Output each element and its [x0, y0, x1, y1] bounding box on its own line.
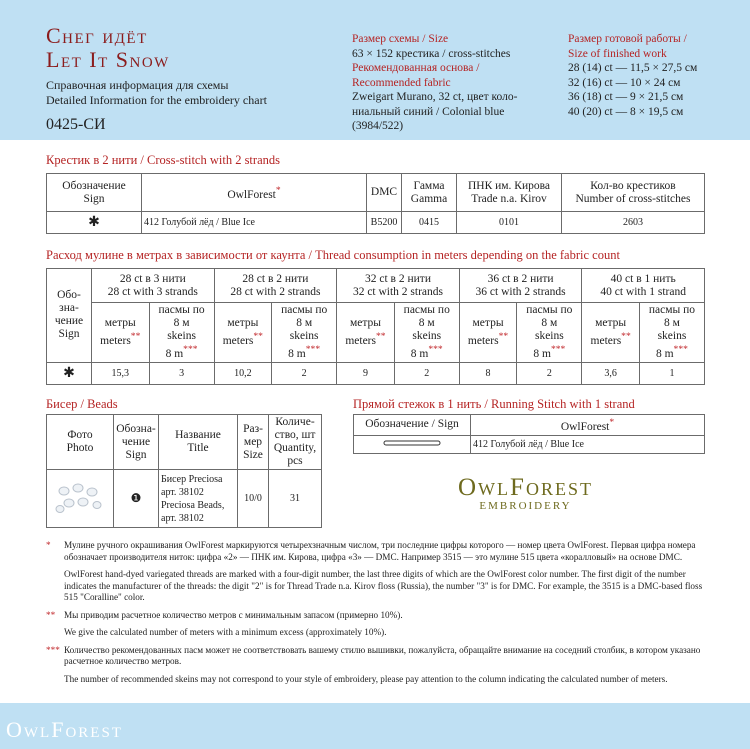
fabric-value-2: ниальный синий / Colonial blue — [352, 105, 505, 118]
skeins-en: skeins — [657, 330, 687, 342]
group-en: 28 ct with 3 strands — [107, 285, 198, 298]
beads-heading: Бисер / Beads — [46, 397, 118, 411]
meters-en: meters — [222, 334, 254, 347]
col-meters — [92, 303, 150, 363]
col-pnk — [457, 174, 562, 212]
skeins-8m: 8 м — [541, 317, 558, 329]
col-name — [159, 415, 238, 470]
col-sign-en: Sign — [83, 192, 105, 205]
size-value: 63 × 152 крестика / cross-stitches — [352, 47, 511, 60]
col-skeins — [394, 303, 459, 363]
cross-stitch-heading: Крестик в 2 нити / Cross-stitch with 2 strands — [46, 153, 280, 167]
footnotes — [46, 540, 706, 691]
bead-photo — [47, 470, 114, 528]
col-meters — [459, 303, 517, 363]
table-header-row — [47, 269, 705, 303]
footnote-mark: ** — [46, 609, 56, 620]
footnote-3-en: The number of recommended skeins may not correspond to your style of embroidery, please pay attention to the column indicating the calculated number of meters. — [64, 673, 668, 684]
size-ru-1: Раз- — [243, 422, 263, 435]
pnk-cell: 0101 — [457, 212, 562, 234]
table-header-row — [47, 415, 322, 470]
footer-logo: OwlForest — [6, 717, 123, 742]
skeins-8m: 8 м — [418, 317, 435, 329]
footnote-mark: *** — [183, 344, 198, 355]
col-photo — [47, 415, 114, 470]
qty-en-1: Quantity, — [273, 442, 317, 454]
meters-ru: метры — [349, 317, 381, 329]
running-stitch-table — [353, 414, 705, 454]
running-sign — [354, 435, 471, 453]
chart-title — [46, 24, 170, 72]
group-28-2 — [214, 269, 337, 303]
meters-cell: 3,6 — [582, 362, 640, 384]
skeins-cell: 2 — [272, 362, 337, 384]
thread-consumption-heading: Расход мулине в метрах в зависимости от каунта / Thread consumption in meters depending on the fabric count — [46, 248, 620, 262]
fabric-label: Рекомендованная основа / — [352, 62, 480, 74]
col-meters — [337, 303, 395, 363]
running-stitch-line-icon — [382, 439, 442, 447]
meters-ru: метры — [472, 317, 504, 329]
bead-name-3: Preciosa Beads, — [161, 499, 225, 511]
footnote-2 — [46, 609, 706, 622]
running-owl: 412 Голубой лёд / Blue Ice — [471, 435, 705, 453]
chart-code: 0425-СИ — [46, 116, 106, 133]
bead-name-2: арт. 38102 — [161, 486, 204, 498]
skeins-en: skeins — [412, 330, 442, 342]
skeins-8m-en: 8 m — [165, 347, 184, 360]
footnote-mark: ** — [498, 331, 509, 342]
owl-cell: 412 Голубой лёд / Blue Ice — [142, 212, 367, 234]
bead-name-1: Бисер Preciosa — [161, 473, 223, 485]
col-size — [238, 415, 269, 470]
logo-subtext: EMBROIDERY — [479, 500, 572, 512]
footnote-mark: ** — [253, 331, 263, 342]
meters-cell: 10,2 — [214, 362, 272, 384]
col-owl-label: OwlForest — [227, 188, 276, 201]
skeins-ru: пасмы по — [526, 304, 573, 316]
skeins-cell: 1 — [639, 362, 704, 384]
fabric-value-3: (3984/522) — [352, 120, 404, 132]
skeins-ru: пасмы по — [403, 304, 450, 316]
col-skeins — [149, 303, 214, 363]
group-40-1 — [582, 269, 705, 303]
col-skeins — [639, 303, 704, 363]
footnote-1-en: OwlForest hand-dyed variegated threads are marked with a four-digit number, the last three digits of which are the OwlForest color number. The first digit of the number indicates the manufacturer of the threads: the digit "2" is for Thread Trade n.a. Kirov floss (Russia), the number "3" is for DMC. For example, the 3515 is a DMC-based floss 515 "Coralline" color. — [64, 569, 703, 602]
col-sign: Обозначение / Sign — [354, 415, 471, 436]
col-meters — [582, 303, 640, 363]
footnote-mark: *** — [428, 344, 443, 355]
table-row — [47, 362, 705, 384]
group-ru: 40 ct в 1 нить — [610, 272, 676, 285]
sign-head-2: зна- — [59, 302, 79, 315]
table-header-row — [354, 415, 705, 436]
bead-photo-image — [52, 479, 108, 515]
footnote-mark: * — [275, 184, 281, 196]
photo-en: Photo — [66, 442, 94, 454]
meters-cell: 8 — [459, 362, 517, 384]
running-stitch-heading: Прямой стежок в 1 нить / Running Stitch with 1 strand — [353, 397, 635, 411]
skeins-8m-en: 8 m — [655, 347, 674, 360]
finished-size-36: 36 (18) ct — 9 × 21,5 см — [568, 91, 684, 103]
group-en: 36 ct with 2 strands — [475, 285, 566, 298]
footnote-3 — [46, 644, 706, 668]
meters-ru: метры — [595, 317, 627, 329]
skeins-8m-en: 8 m — [533, 347, 551, 360]
meters-ru: метры — [227, 317, 259, 329]
col-gamma-en: Gamma — [410, 192, 448, 205]
col-owl-label: OwlForest — [560, 420, 610, 433]
bead-size: 10/0 — [238, 470, 269, 528]
photo-ru: Фото — [67, 429, 93, 441]
group-en: 40 ct with 1 strand — [600, 285, 686, 298]
subheader-row — [47, 303, 705, 363]
footnote-2-ru: Мы приводим расчетное количество метров с минимальным запасом (примерно 10%). — [64, 609, 403, 620]
group-ru: 28 ct в 3 нити — [119, 272, 186, 285]
qty-ru-2: ство, шт — [274, 429, 316, 441]
col-count — [562, 174, 705, 212]
footnote-1 — [46, 540, 706, 563]
subtitle-ru: Справочная информация для схемы — [46, 78, 229, 92]
skeins-8m: 8 м — [173, 317, 190, 329]
sign-ru-2: чение — [121, 435, 151, 448]
table-row — [47, 212, 705, 234]
col-dmc: DMC — [367, 174, 402, 212]
finished-size-28: 28 (14) ct — 11,5 × 27,5 см — [568, 62, 698, 74]
skeins-cell: 2 — [517, 362, 582, 384]
skeins-8m-en: 8 m — [288, 347, 306, 360]
footnote-mark: ** — [375, 331, 386, 342]
owlforest-logo — [458, 474, 593, 512]
skeins-ru: пасмы по — [281, 304, 328, 316]
group-28-3 — [92, 269, 215, 303]
skeins-ru: пасмы по — [158, 304, 205, 316]
col-sign — [47, 269, 92, 363]
skeins-en: skeins — [167, 330, 196, 342]
subtitle-en: Detailed Information for the embroidery chart — [46, 93, 267, 107]
name-en: Title — [187, 442, 209, 454]
meters-en: meters — [100, 334, 131, 347]
meters-en: meters — [467, 334, 499, 347]
col-gamma — [402, 174, 457, 212]
footnote-mark: *** — [550, 344, 566, 355]
sign-cell: ✱ — [47, 212, 142, 234]
sign-head-4: Sign — [58, 328, 80, 341]
finished-label: Размер готовой работы / — [568, 33, 687, 45]
footnote-1-ru: Мулине ручного окрашивания OwlForest маркируются четырехзначным числом, три последние цифры которого — номер цвета OwlForest. Первая цифра номера обозначает производителя ниток: цифра «2» — ПНК им. Кирова, цифра «3» — DMC. Например 3515 — это мулине 515 цвета «коралловый» на основе DMC. — [64, 540, 696, 562]
footnote-3-ru: Количество рекомендованных пасм может не соответствовать вашему стилю вышивки, пожалуйста, обращайте внимание на соседний столбик, в котором указано расчетное количество метров. — [64, 644, 701, 666]
finished-size-info — [568, 32, 738, 119]
skeins-cell: 3 — [149, 362, 214, 384]
gamma-cell: 0415 — [402, 212, 457, 234]
skeins-en: skeins — [534, 330, 564, 342]
col-skeins — [272, 303, 337, 363]
sign-head-3: чение — [54, 315, 84, 328]
col-sign — [47, 174, 142, 212]
footnote-mark: * — [609, 417, 615, 428]
col-quantity — [269, 415, 322, 470]
cross-stitch-table — [46, 173, 705, 234]
col-meters — [214, 303, 272, 363]
sign-en: Sign — [125, 448, 147, 461]
col-skeins — [517, 303, 582, 363]
table-row — [354, 435, 705, 453]
meters-cell: 9 — [337, 362, 395, 384]
size-info — [352, 32, 542, 134]
finished-size-40: 40 (20) ct — 8 × 19,5 см — [568, 105, 684, 118]
col-owlforest — [142, 174, 367, 212]
dmc-cell: B5200 — [367, 212, 402, 234]
col-count-en: Number of cross-stitches — [575, 192, 691, 205]
skeins-en: skeins — [289, 330, 319, 342]
skeins-ru: пасмы по — [648, 304, 696, 316]
group-en: 32 ct with 2 strands — [352, 285, 444, 298]
finished-label-en: Size of finished work — [568, 47, 667, 60]
group-36-2 — [459, 269, 582, 303]
col-pnk-en: Trade n.a. Kirov — [471, 192, 547, 205]
name-ru: Название — [175, 429, 221, 441]
beads-table — [46, 414, 322, 528]
skeins-cell: 2 — [394, 362, 459, 384]
footnote-mark: *** — [673, 344, 688, 355]
footnote-2-en: We give the calculated number of meters with a minimum excess (approximately 10%). — [64, 627, 387, 637]
col-owlforest — [471, 415, 705, 436]
table-header-row — [47, 174, 705, 212]
finished-size-32: 32 (16) ct — 10 × 24 см — [568, 76, 681, 89]
footer-band — [0, 703, 750, 749]
col-count-ru: Кол-во крестиков — [590, 179, 676, 192]
footnote-mark: ** — [621, 331, 631, 342]
header-band — [0, 0, 750, 140]
group-32-2 — [337, 269, 460, 303]
size-en: Size — [243, 448, 263, 461]
title-ru: Снег идёт — [46, 23, 148, 48]
fabric-value: Zweigart Murano, 32 ct, цвет коло- — [352, 91, 518, 103]
meters-en: meters — [590, 334, 622, 347]
sign-head-1: Обо- — [57, 289, 81, 302]
bead-name-4: арт. 38102 — [161, 512, 204, 524]
group-en: 28 ct with 2 strands — [230, 285, 321, 298]
footnote-mark: ** — [130, 331, 141, 342]
bead-sign: ❶ — [114, 470, 159, 528]
logo-text: OwlForest — [458, 474, 593, 501]
sign-cell: ✱ — [47, 362, 92, 384]
thread-table — [46, 268, 705, 385]
group-ru: 36 ct в 2 нити — [487, 272, 554, 285]
col-pnk-ru: ПНК им. Кирова — [467, 179, 551, 192]
title-en: Let It Snow — [46, 47, 170, 72]
meters-ru: метры — [104, 317, 136, 329]
meters-cell: 15,3 — [92, 362, 150, 384]
group-ru: 32 ct в 2 нити — [365, 272, 431, 285]
qty-en-2: pcs — [287, 455, 303, 467]
fabric-label-en: Recommended fabric — [352, 76, 451, 89]
subtitle — [46, 78, 267, 108]
skeins-8m: 8 м — [664, 317, 680, 329]
skeins-8m-en: 8 m — [410, 347, 429, 360]
count-cell: 2603 — [562, 212, 705, 234]
footnote-mark: * — [46, 540, 51, 550]
sign-ru-1: Обозна- — [116, 422, 156, 435]
col-gamma-ru: Гамма — [413, 179, 445, 192]
bead-quantity: 31 — [269, 470, 322, 528]
qty-ru-1: Количе- — [275, 416, 315, 428]
bead-name — [159, 470, 238, 528]
skeins-8m: 8 м — [296, 317, 313, 329]
footnote-mark: *** — [305, 344, 321, 355]
meters-en: meters — [345, 334, 376, 347]
col-sign-ru: Обозначение — [62, 179, 126, 192]
table-row — [47, 470, 322, 528]
footnote-mark: *** — [46, 644, 60, 655]
col-sign — [114, 415, 159, 470]
size-ru-2: мер — [243, 435, 263, 448]
group-ru: 28 ct в 2 нити — [242, 272, 309, 285]
size-label: Размер схемы / Size — [352, 33, 449, 45]
